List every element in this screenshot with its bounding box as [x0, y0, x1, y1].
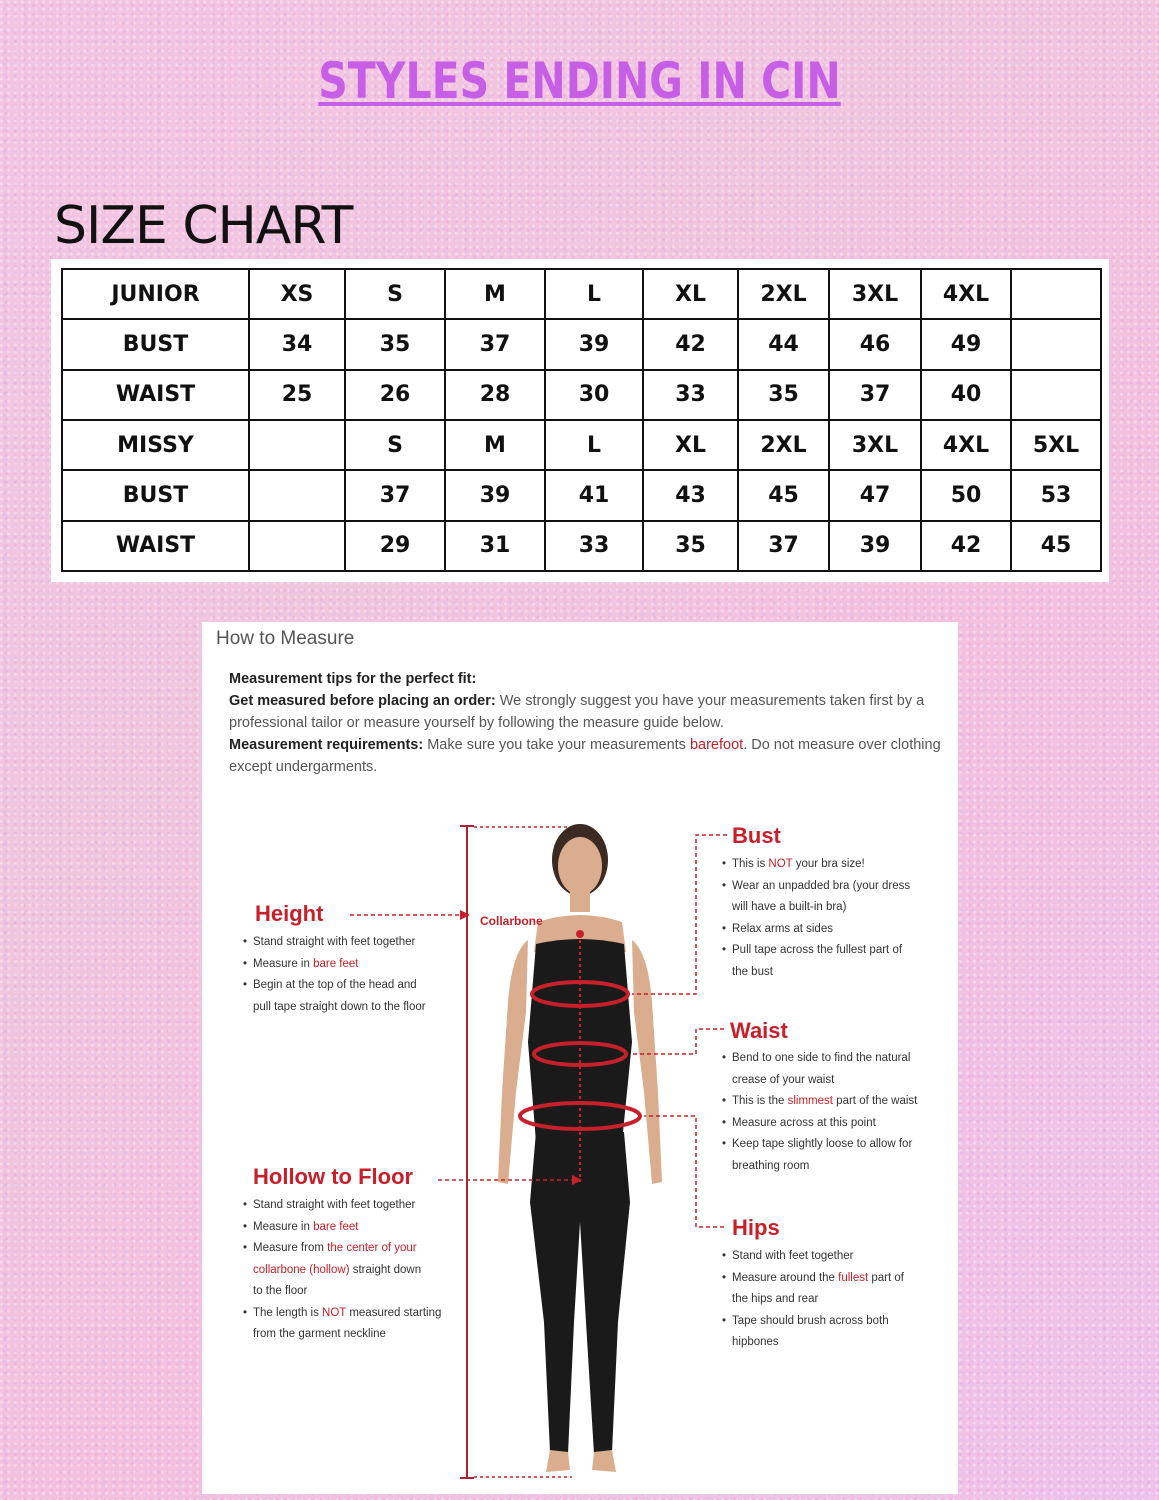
instruction-text: part of [868, 1271, 904, 1284]
size-chart-cell [1011, 319, 1101, 369]
hips-instructions [722, 1246, 952, 1354]
size-chart-cell: 33 [643, 370, 738, 420]
instruction-line: pull tape straight down to the floor [253, 1000, 426, 1013]
size-chart-cell: L [545, 269, 643, 319]
page-title: STYLES ENDING IN CIN [318, 52, 841, 110]
size-chart-cell [1011, 269, 1101, 319]
instruction-text: measured starting [346, 1306, 442, 1319]
size-chart-cell: 3XL [829, 269, 921, 319]
instruction-line [722, 1268, 952, 1290]
size-chart-cell: 4XL [921, 420, 1011, 470]
hollow-to-floor-title: Hollow to Floor [253, 1164, 414, 1189]
instruction-text: Measure in [253, 957, 314, 970]
requirements-text-end: . Do not measure over clothing except undergarments. [229, 737, 941, 775]
size-chart-cell: S [345, 420, 445, 470]
hollow-to-floor-instructions [243, 1195, 473, 1346]
instruction-line: • Stand with feet together [722, 1246, 952, 1268]
size-chart-row [62, 319, 1101, 369]
instruction-highlight: collarbone (hollow) [253, 1263, 350, 1276]
instruction-highlight: bare feet [313, 1220, 359, 1233]
instruction-line [243, 1217, 473, 1239]
size-chart-cell: 3XL [829, 420, 921, 470]
size-chart-cell: 40 [921, 370, 1011, 420]
size-chart-row-label: BUST [62, 319, 249, 369]
bust-instructions [722, 854, 952, 983]
instruction-line [722, 1091, 954, 1113]
instruction-highlight: NOT [768, 858, 793, 870]
waist-instructions [722, 1048, 954, 1177]
size-chart-table [61, 268, 1102, 572]
size-chart-cell: 46 [829, 319, 921, 369]
height-title: Height [255, 901, 324, 926]
instruction-line: the hips and rear [732, 1293, 819, 1305]
order-label: Get measured before placing an order: [229, 693, 496, 709]
size-chart-cell [249, 521, 345, 571]
size-chart-row [62, 470, 1101, 520]
size-chart-card [51, 259, 1109, 582]
instruction-highlight: fullest [838, 1271, 869, 1284]
size-chart-cell: 31 [445, 521, 545, 571]
instruction-line: • Measure across at this point [722, 1113, 954, 1135]
instruction-line: • Wear an unpadded bra (your dress [722, 876, 952, 898]
instruction-line [243, 1238, 473, 1260]
size-chart-cell: S [345, 269, 445, 319]
size-chart-cell [249, 420, 345, 470]
size-chart-cell: 34 [249, 319, 345, 369]
instruction-line: the bust [732, 965, 773, 978]
tips-heading: Measurement tips for the perfect fit: [229, 671, 477, 687]
instruction-line: breathing room [732, 1159, 810, 1172]
size-chart-cell: 41 [545, 470, 643, 520]
size-chart-cell: XL [643, 269, 738, 319]
size-chart-cell: 39 [829, 521, 921, 571]
instruction-highlight: the center of your [327, 1242, 417, 1254]
size-chart-row-label: MISSY [62, 420, 249, 470]
size-chart-row [62, 420, 1101, 470]
instruction-line: • Stand straight with feet together [243, 1195, 473, 1217]
instruction-line: • Tape should brush across both [722, 1311, 952, 1333]
instruction-text: Measure from [253, 1242, 328, 1254]
instruction-text: Measure in [253, 1220, 314, 1233]
size-chart-cell: 33 [545, 521, 643, 571]
size-chart-cell: 28 [445, 370, 545, 420]
instruction-text: your bra size! [792, 858, 865, 870]
size-chart-cell: 45 [1011, 521, 1101, 571]
hips-title: Hips [732, 1215, 780, 1240]
size-chart-cell: 4XL [921, 269, 1011, 319]
barefoot-text: barefoot [689, 737, 744, 753]
requirements-text: Make sure you take your measurements [423, 737, 690, 753]
size-chart-cell: 37 [445, 319, 545, 369]
size-chart-cell: 53 [1011, 470, 1101, 520]
instruction-line: • Bend to one side to find the natural [722, 1048, 954, 1070]
size-chart-cell: XS [249, 269, 345, 319]
size-chart-heading: SIZE CHART [54, 196, 353, 256]
instruction-line [243, 1303, 473, 1325]
size-chart-cell: 47 [829, 470, 921, 520]
instruction-text: part of the waist [832, 1095, 918, 1107]
size-chart-row [62, 269, 1101, 319]
size-chart-cell: M [445, 420, 545, 470]
size-chart-cell: 37 [345, 470, 445, 520]
size-chart-cell: 43 [643, 470, 738, 520]
instruction-line [243, 1260, 473, 1282]
instruction-line: to the floor [253, 1285, 308, 1297]
size-chart-row-label: WAIST [62, 521, 249, 571]
instruction-text: This is the [732, 1095, 788, 1107]
size-chart-cell [1011, 370, 1101, 420]
collarbone-label: Collarbone [480, 914, 543, 928]
instruction-line [722, 854, 952, 876]
size-chart-cell: 50 [921, 470, 1011, 520]
waist-title: Waist [730, 1018, 788, 1043]
size-chart-cell: 2XL [738, 420, 829, 470]
size-chart-cell [249, 470, 345, 520]
instruction-text: This is [732, 858, 769, 870]
instruction-highlight: bare feet [313, 957, 359, 970]
size-chart-cell: 29 [345, 521, 445, 571]
instruction-line: • Keep tape slightly loose to allow for [722, 1134, 954, 1156]
how-to-measure-title: How to Measure [216, 628, 355, 649]
size-chart-cell: 37 [738, 521, 829, 571]
height-instructions [243, 932, 473, 1018]
size-chart-cell: 42 [921, 521, 1011, 571]
size-chart-cell: 35 [345, 319, 445, 369]
size-chart-row-label: WAIST [62, 370, 249, 420]
size-chart-cell: 37 [829, 370, 921, 420]
size-chart-row-label: JUNIOR [62, 269, 249, 319]
size-chart-cell: XL [643, 420, 738, 470]
size-chart-cell: 25 [249, 370, 345, 420]
size-chart-cell: 44 [738, 319, 829, 369]
size-chart-cell: 45 [738, 470, 829, 520]
size-chart-cell: 39 [445, 470, 545, 520]
size-chart-cell: 2XL [738, 269, 829, 319]
size-chart-cell: 49 [921, 319, 1011, 369]
size-chart-cell: 39 [545, 319, 643, 369]
size-chart-cell: 5XL [1011, 420, 1101, 470]
instruction-text: Measure around the [732, 1271, 839, 1284]
instruction-text: straight down [349, 1263, 422, 1276]
size-chart-cell: 35 [738, 370, 829, 420]
size-chart-cell: 42 [643, 319, 738, 369]
requirements-label: Measurement requirements: [229, 737, 424, 753]
instruction-line [243, 954, 473, 976]
size-chart-row [62, 370, 1101, 420]
size-chart-cell: 30 [545, 370, 643, 420]
size-chart-cell: 35 [643, 521, 738, 571]
size-chart-cell: L [545, 420, 643, 470]
instruction-highlight: NOT [322, 1306, 347, 1319]
instruction-line: • Stand straight with feet together [243, 932, 473, 954]
size-chart-cell: M [445, 269, 545, 319]
how-to-measure-panel [202, 622, 958, 1494]
instruction-line: crease of your waist [732, 1073, 835, 1086]
instruction-highlight: slimmest [787, 1095, 833, 1107]
instruction-line: • Pull tape across the fullest part of [722, 940, 952, 962]
bust-title: Bust [732, 823, 781, 848]
size-chart-cell: 26 [345, 370, 445, 420]
instruction-text: The length is [253, 1306, 323, 1319]
order-text: We strongly suggest you have your measurements taken first by a professional tailor or measure yourself by following the measure guide below. [229, 693, 925, 731]
instruction-line: hipbones [732, 1336, 779, 1348]
instruction-line: • Relax arms at sides [722, 919, 952, 941]
instruction-line: will have a built-in bra) [732, 901, 847, 913]
size-chart-row [62, 521, 1101, 571]
instruction-line: from the garment neckline [253, 1328, 386, 1340]
size-chart-row-label: BUST [62, 470, 249, 520]
instruction-line: • Begin at the top of the head and [243, 975, 473, 997]
